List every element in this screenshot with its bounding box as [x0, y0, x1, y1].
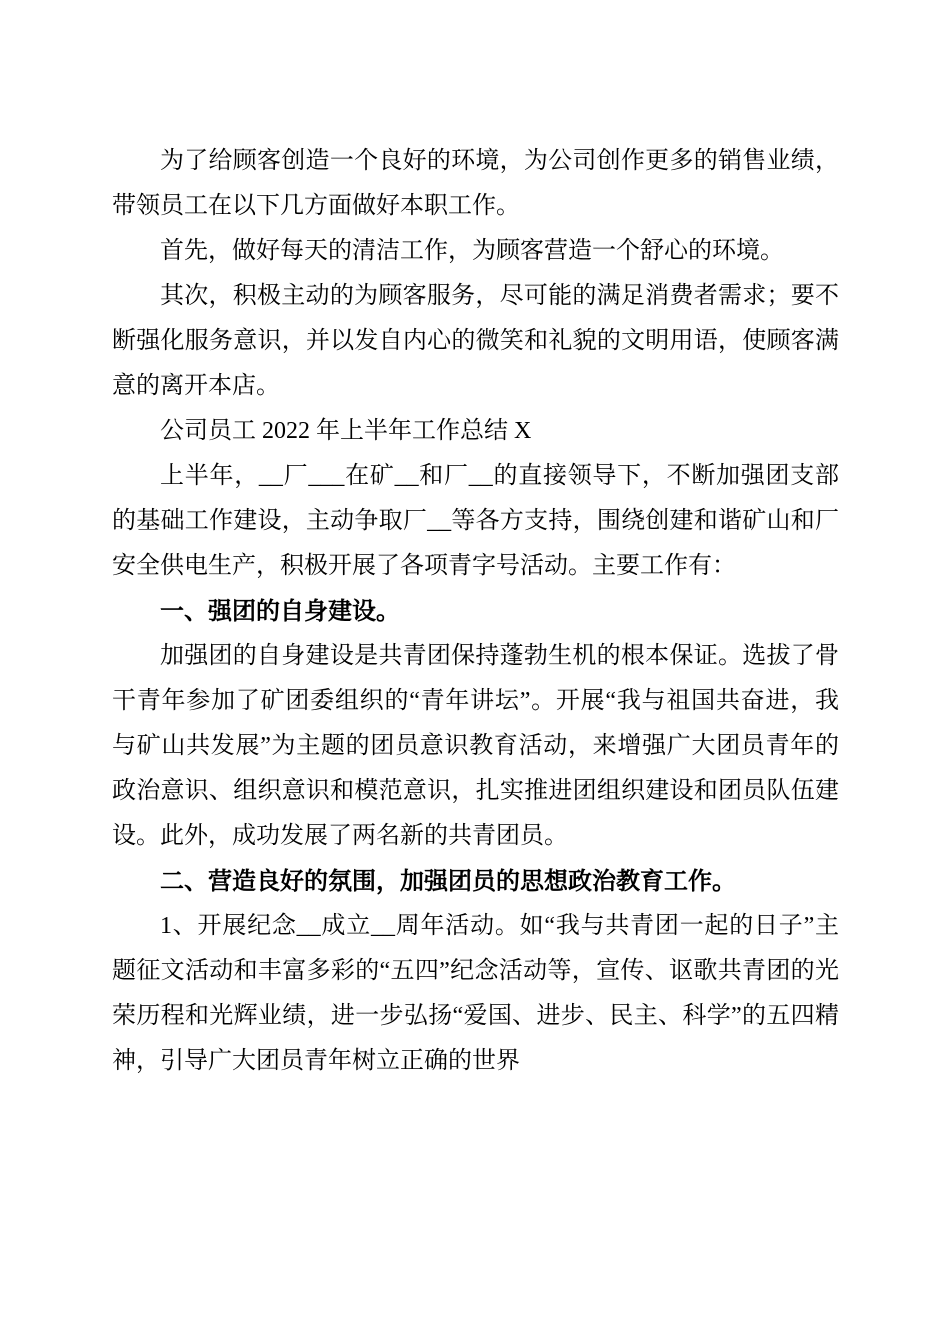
paragraph-section-2-item-1: 1、开展纪念__成立__周年活动。如“我与共青团一起的日子”主题征文活动和丰富多彩的“五四”纪念活动等，宣传、讴歌共青团的光荣历程和光辉业绩，进一步弘扬“爱国、进步、民主、科学”的五四精神，引导广大团员青年树立正确的世界: [112, 913, 839, 1074]
paragraph-overview: 上半年，__厂___在矿__和厂__的直接领导下，不断加强团支部的基础工作建设，主动争取厂__等各方支持，围绕创建和谐矿山和厂安全供电生产，积极开展了各项青字号活动。主要工作有：: [112, 463, 839, 579]
section-heading-2: 二、营造良好的氛围，加强团员的思想政治教育工作。: [160, 868, 736, 895]
paragraph-section-1-body: 加强团的自身建设是共青团保持蓬勃生机的根本保证。选拔了骨干青年参加了矿团委组织的“青年讲坛”。开展“我与祖国共奋进，我与矿山共发展”为主题的团员意识教育活动，来增强广大团员青年的政治意识、组织意识和模范意识，扎实推进团组织建设和团员队伍建设。此外，成功发展了两名新的共青团员。: [112, 643, 839, 849]
document-body: [112, 139, 839, 1084]
paragraph-second-point: 其次，积极主动的为顾客服务，尽可能的满足消费者需求；要不断强化服务意识，并以发自内心的微笑和礼貌的文明用语，使顾客满意的离开本店。: [112, 283, 839, 399]
section-heading-1: 一、强团的自身建设。: [160, 598, 400, 625]
paragraph-intro: 为了给顾客创造一个良好的环境，为公司创作更多的销售业绩，带领员工在以下几方面做好本职工作。: [112, 148, 839, 219]
paragraph-first-point: 首先，做好每天的清洁工作，为顾客营造一个舒心的环境。: [160, 238, 784, 264]
document-subtitle: 公司员工 2022 年上半年工作总结 X: [160, 418, 532, 444]
